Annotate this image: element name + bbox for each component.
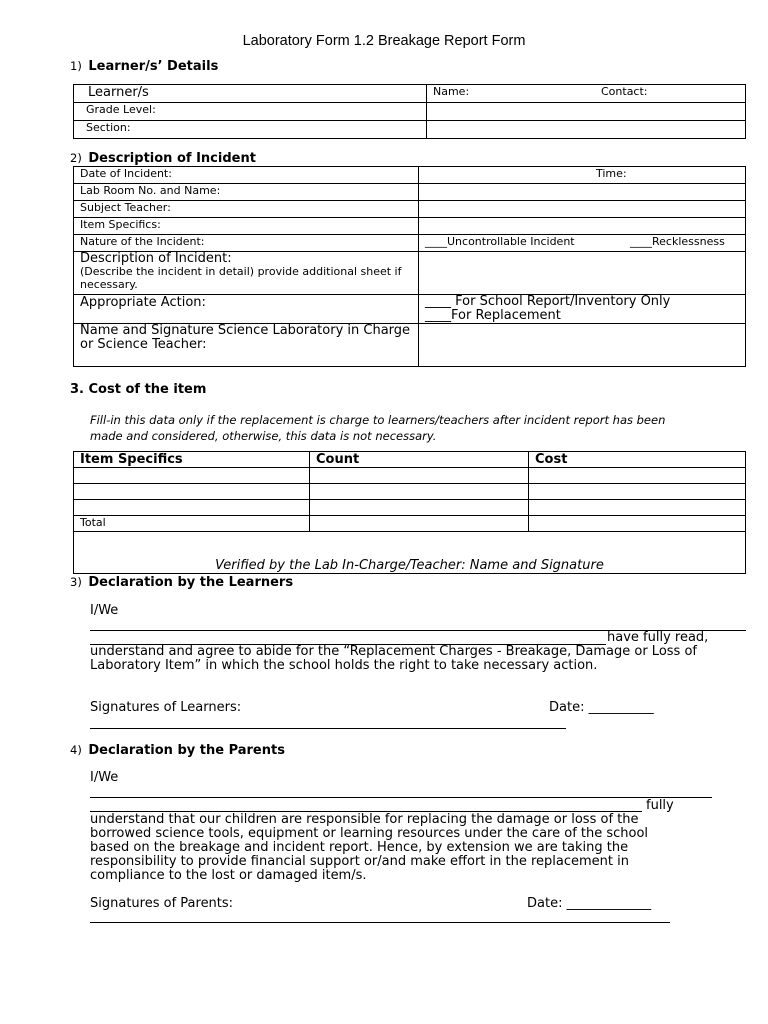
total-label: Total: [74, 516, 310, 532]
cost-cell[interactable]: [529, 468, 746, 484]
subject-teacher-field[interactable]: [419, 201, 746, 218]
parents-declaration-text: understand that our children are responsible for replacing the damage or loss of the borrowed science tools, equipment or learning resources under the care of the school based on the breakage and incident report. Hence, by extension we are taking the responsibility to provide financial support or/and make effort in the replacement in compliance to the lost or damaged item/s.: [90, 812, 649, 883]
count-cell[interactable]: [310, 500, 529, 516]
parents-date-label: Date: _____________: [527, 896, 652, 911]
learners-iwe: I/We: [90, 603, 119, 618]
nature-option-recklessness[interactable]: ____Recklessness: [630, 235, 725, 248]
incident-table: [73, 166, 746, 367]
table-row: [74, 468, 746, 484]
table-row: [74, 500, 746, 516]
learners-declaration-text: understand and agree to abide for the “Replacement Charges - Breakage, Damage or Loss of Laboratory Item” in which the school holds the right to take necessary action.: [90, 644, 697, 673]
description-note: (Describe the incident in detail) provide additional sheet if necessary.: [80, 265, 402, 291]
signature-field[interactable]: [419, 324, 746, 367]
section-2-number: 2): [70, 151, 82, 165]
learners-tail-text: have fully read,: [607, 630, 709, 645]
total-count-cell[interactable]: [310, 516, 529, 532]
learners-signature-line[interactable]: [90, 728, 566, 729]
section-5-number: 4): [70, 743, 82, 757]
time-cell[interactable]: [419, 167, 746, 184]
item-specifics-label: Item Specifics:: [74, 218, 419, 235]
action-option-school-report[interactable]: ____ For School Report/Inventory Only: [425, 294, 671, 309]
name-label: Name:: [433, 85, 470, 98]
section-4-number: 3): [70, 575, 82, 589]
action-options[interactable]: [419, 295, 746, 324]
section-4-title: Declaration by the Learners: [88, 575, 294, 590]
appropriate-action-label: Appropriate Action:: [74, 295, 419, 324]
parents-tail-text: fully: [646, 798, 674, 813]
description-cell: [74, 252, 419, 295]
nature-options[interactable]: [419, 235, 746, 252]
learner-details-table: [73, 84, 746, 139]
form-title: Laboratory Form 1.2 Breakage Report Form: [242, 33, 526, 49]
lab-room-field[interactable]: [419, 184, 746, 201]
total-cost-cell[interactable]: [529, 516, 746, 532]
grade-level-field[interactable]: [427, 103, 746, 121]
grade-level-label: Grade Level:: [74, 103, 427, 121]
contact-label: Contact:: [601, 85, 648, 98]
lab-room-label: Lab Room No. and Name:: [74, 184, 419, 201]
learners-date-label: Date: __________: [549, 700, 654, 715]
parents-signature-line[interactable]: [90, 922, 670, 923]
nature-option-uncontrollable[interactable]: ____Uncontrollable Incident: [425, 235, 575, 248]
cost-note: Fill-in this data only if the replacement is charge to learners/teachers after incident report has been made and considered, otherwise, this data is not necessary.: [90, 413, 666, 443]
subject-teacher-label: Subject Teacher:: [74, 201, 419, 218]
action-option-replacement[interactable]: ____For Replacement: [425, 308, 561, 323]
section-5-heading: [70, 743, 285, 758]
description-field[interactable]: [419, 252, 746, 295]
section-2-title: Description of Incident: [88, 151, 256, 166]
parents-signature-label: Signatures of Parents:: [90, 896, 234, 911]
date-of-incident-label: Date of Incident:: [74, 167, 419, 184]
learners-signature-label: Signatures of Learners:: [90, 700, 242, 715]
col-cost: Cost: [529, 452, 746, 468]
cost-cell[interactable]: [529, 484, 746, 500]
item-cell[interactable]: [74, 484, 310, 500]
nature-label: Nature of the Incident:: [74, 235, 419, 252]
count-cell[interactable]: [310, 468, 529, 484]
cost-table: [73, 451, 746, 574]
table-row: [74, 484, 746, 500]
learners-label: Learner/s: [74, 85, 427, 103]
col-item-specifics: Item Specifics: [74, 452, 310, 468]
name-contact-cell[interactable]: [427, 85, 746, 103]
parents-iwe: I/We: [90, 770, 119, 785]
item-cell[interactable]: [74, 500, 310, 516]
item-cell[interactable]: [74, 468, 310, 484]
section-3-heading: 3. Cost of the item: [70, 382, 207, 397]
item-specifics-field[interactable]: [419, 218, 746, 235]
section-field[interactable]: [427, 121, 746, 139]
section-2-heading: [70, 151, 256, 166]
section-1-heading: [70, 59, 218, 74]
col-count: Count: [310, 452, 529, 468]
section-label: Section:: [74, 121, 427, 139]
parents-blank-line-1[interactable]: [90, 797, 712, 798]
time-label: Time:: [596, 167, 627, 180]
section-5-title: Declaration by the Parents: [88, 743, 285, 758]
section-1-number: 1): [70, 59, 82, 73]
signature-label: Name and Signature Science Laboratory in Charge or Science Teacher:: [74, 324, 419, 367]
section-1-title: Learner/s’ Details: [88, 59, 219, 74]
verified-by: Verified by the Lab In-Charge/Teacher: Name and Signature: [74, 532, 746, 574]
section-4-heading: [70, 575, 293, 590]
description-title: Description of Incident:: [80, 251, 232, 266]
cost-cell[interactable]: [529, 500, 746, 516]
count-cell[interactable]: [310, 484, 529, 500]
